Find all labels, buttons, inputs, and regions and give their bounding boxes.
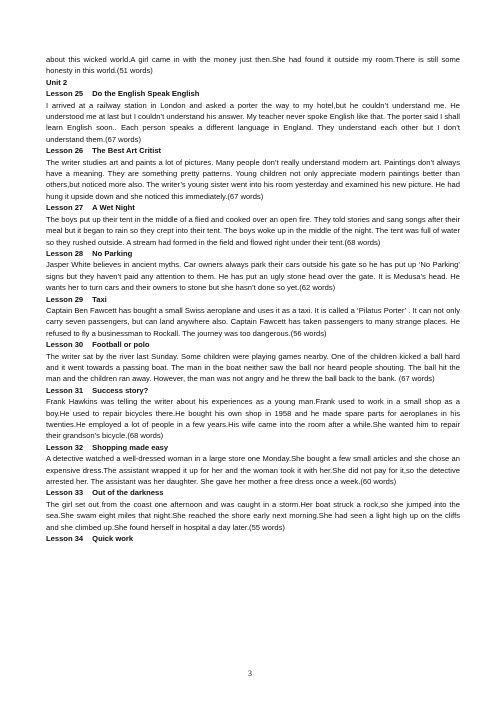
lesson-title: Quick work <box>92 534 134 544</box>
lesson-number: Lesson 30 <box>46 340 84 350</box>
lesson-number: Lesson 29 <box>46 294 84 304</box>
lesson-heading <box>46 294 460 305</box>
lesson-number: Lesson 25 <box>46 89 84 99</box>
lesson-body: The writer studies art and paints a lot of pictures. Many people don’t really understand modern art. Paintings don’t always have a meaning. They are something pretty patterns. Young children not only appreciate modern paintings better than others,but noticed more also. The writer’s young sister went into his room yesterday and examined his new picture. He had hung it upside down and she noticed this immediately.(67 words) <box>46 157 460 201</box>
lesson-heading <box>46 145 460 156</box>
lesson-title: Success story? <box>92 385 149 395</box>
lesson-title: Do the English Speak English <box>92 89 200 99</box>
lesson-number: Lesson 26 <box>46 146 84 156</box>
lesson-title: Football or polo <box>92 340 150 350</box>
lesson-body: Captain Ben Fawcett has bought a small Swiss aeroplane and uses it as a taxi. It is called a ‘Pilatus Porter’ . It can not only carry seven passengers, but can land anywhere also. Captain Fawcett has taken passengers to many strange places. He refused to fly a businessman to Rockall. The journey was too dangerous.(56 words) <box>46 305 460 338</box>
lesson-block <box>46 202 460 248</box>
lesson-block <box>46 487 460 533</box>
lesson-number: Lesson 33 <box>46 488 84 498</box>
lesson-title: No Parking <box>92 248 133 258</box>
lesson-number: Lesson 31 <box>46 385 84 395</box>
lesson-heading <box>46 533 460 544</box>
lesson-block <box>46 294 460 340</box>
lesson-heading <box>46 339 460 350</box>
lesson-body: Jasper White believes in ancient myths. Car owners always park their cars outside his gate so he has put up ‘No Parking’ signs but they haven’t paid any attention to them. He has put an ugly stone head over the gate. It is Medusa’s head. He wants her to turn cars and their owners to stone but she hasn’t done so yet.(62 words) <box>46 260 460 293</box>
lesson-heading <box>46 202 460 213</box>
lesson-block <box>46 442 460 488</box>
lesson-heading <box>46 487 460 498</box>
lesson-list <box>46 88 460 544</box>
page-content <box>46 0 460 544</box>
intro-paragraph: about this wicked world.A girl came in with the money just then.She had found it outside my room.There is still some honesty in this world.(51 words) <box>46 55 460 76</box>
lesson-body: The boys put up their tent in the middle of a flied and cooked over an open fire. They told stories and sang songs after their meal but it began to rain so they crept into their tent. The boys woke up in the middle of the night. The tent was full of water so they rushed outside. A stream had formed in the field and flowed right under their tent.(68 words) <box>46 214 460 247</box>
lesson-body: The writer sat by the river last Sunday. Some children were playing games nearby. One of the children kicked a ball hard and it went towards a passing boat. The man in the boat neither saw the ball nor heard people shouting. The ball hit the man and the children ran away. However, the man was not angry and he threw the ball back to the bank. (67 words) <box>46 351 460 384</box>
lesson-body: Frank Hawkins was telling the writer about his experiences as a young man.Frank used to work in a small shop as a boy.He used to repair bicycles there.He bought his own shop in 1958 and he made spare parts for aeroplanes in his twenties.He employed a lot of people in a few years.His wife came into the room after a while.She wanted him to repair their grandson’s bicycle.(68 words) <box>46 397 460 441</box>
lesson-block <box>46 145 460 202</box>
lesson-heading <box>46 248 460 259</box>
lesson-heading <box>46 88 460 99</box>
lesson-number: Lesson 28 <box>46 248 84 258</box>
lesson-body: A detective watched a well-dressed woman in a large store one Monday.She bought a few small articles and she chose an expensive dress.The assistant wrapped it up for her and the woman took it with her.She did not pay for it,so the detective arrested her. The assistant was her daughter. She gave her mother a free dress once a week.(60 words) <box>46 454 460 487</box>
lesson-block <box>46 88 460 145</box>
lesson-body: The girl set out from the coast one afternoon and was caught in a storm.Her boat struck a rock,so she jumped into the sea.She swam eight miles that night.She reached the shore early next morning.She had seen a light high up on the cliffs and she climbed up.She found herself in hospital a day later.(55 words) <box>46 499 460 532</box>
lesson-title: The Best Art Critist <box>92 146 162 156</box>
lesson-title: A Wet Night <box>92 203 135 213</box>
lesson-block <box>46 385 460 442</box>
lesson-block <box>46 339 460 385</box>
unit-heading: Unit 2 <box>46 77 68 87</box>
lesson-block <box>46 533 460 544</box>
lesson-heading <box>46 442 460 453</box>
lesson-heading <box>46 385 460 396</box>
lesson-title: Out of the darkness <box>92 488 164 498</box>
lesson-number: Lesson 34 <box>46 534 84 544</box>
page-number: 3 <box>248 669 252 678</box>
lesson-title: Taxi <box>92 294 107 304</box>
lesson-number: Lesson 32 <box>46 442 84 452</box>
lesson-block <box>46 248 460 294</box>
lesson-number: Lesson 27 <box>46 203 84 213</box>
lesson-body: I arrived at a railway station in London and asked a porter the way to my hotel,but he couldn’t understand me. He understood me at last but I couldn’t understand his answer. My teacher never spoke English like that. The porter said I shall learn English soon.. Each person speaks a different language in England. They understand each other but I don’t understand them.(67 words) <box>46 100 460 144</box>
lesson-title: Shopping made easy <box>92 442 169 452</box>
